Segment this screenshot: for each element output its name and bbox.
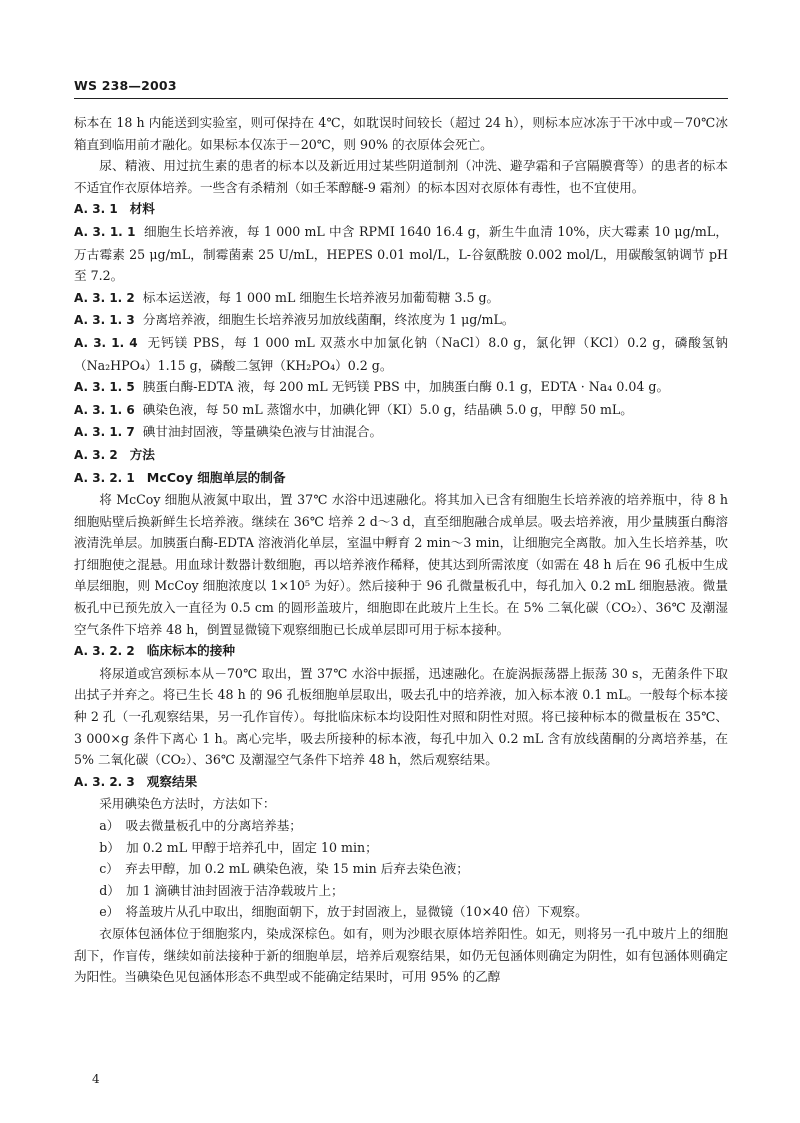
subsection-heading bbox=[74, 640, 728, 663]
clause-number: A. 3. 1. 2 bbox=[74, 290, 135, 305]
paragraph: 标本在 18 h 内能送到实验室，则可保持在 4℃，如耽误时间较长（超过 24 h），则标本应冰冻于干冰中或－70℃冰箱直到临用前才融化。如果标本仅冻于－20℃，则 90% 的衣原体会死亡。 bbox=[74, 115, 728, 152]
clause bbox=[74, 287, 728, 310]
subsection-title: McCoy 细胞单层的制备 bbox=[146, 469, 286, 485]
clause bbox=[74, 376, 728, 399]
subsection-number: A. 3. 2. 3 bbox=[74, 774, 135, 789]
section-heading bbox=[74, 444, 728, 467]
clause-text: 分离培养液，细胞生长培养液另加放线菌酮，终浓度为 1 μg/mL。 bbox=[142, 312, 515, 328]
section-title: 方法 bbox=[129, 446, 155, 462]
clause-number: A. 3. 1. 3 bbox=[74, 313, 135, 328]
clause bbox=[74, 309, 728, 332]
list-item: e） 将盖玻片从孔中取出，细胞面朝下，放于封固液上，显微镜（10×40 倍）下观察。 bbox=[99, 904, 588, 920]
list-item: c） 弃去甲醇，加 0.2 mL 碘染色液，染 15 min 后弃去染色液； bbox=[99, 861, 469, 877]
subsection-number: A. 3. 2. 1 bbox=[74, 470, 135, 485]
section-title: 材料 bbox=[129, 201, 155, 217]
section-heading bbox=[74, 198, 728, 221]
clause-text: 碘染色液，每 50 mL 蒸馏水中，加碘化钾（KI）5.0 g，结晶碘 5.0 g，甲醇 50 mL。 bbox=[142, 401, 633, 417]
header-rule bbox=[74, 98, 728, 99]
clause-text: 细胞生长培养液，每 1 000 mL 中含 RPMI 1640 16.4 g，新生牛血清 10%，庆大霉素 10 μg/mL，万古霉素 25 μg/mL，制霉菌素 25 U/mL，HEPES 0.01 mol/L，L-谷氨酰胺 0.002 mol/L，用碳酸氢钠调节 pH 至 7.2。 bbox=[74, 223, 728, 284]
clause-text: 胰蛋白酶-EDTA 液，每 200 mL 无钙镁 PBS 中，加胰蛋白酶 0.1 g，EDTA · Na₄ 0.04 g。 bbox=[142, 379, 670, 395]
clause-text: 碘甘油封固液，等量碘染色液与甘油混合。 bbox=[142, 424, 383, 440]
standard-number: WS 238—2003 bbox=[74, 78, 177, 93]
clause-number: A. 3. 1. 1 bbox=[74, 224, 136, 239]
clause bbox=[74, 421, 728, 444]
clause-text: 无钙镁 PBS，每 1 000 mL 双蒸水中加氯化钠（NaCl）8.0 g，氯化钾（KCl）0.2 g，磷酸氢钠（Na₂HPO₄）1.15 g，磷酸二氢钾（KH₂PO₄）0.2 g。 bbox=[74, 334, 728, 373]
list-item: b） 加 0.2 mL 甲醇于培养孔中，固定 10 min； bbox=[99, 839, 378, 855]
subsection-title: 临床标本的接种 bbox=[146, 643, 235, 659]
subsection-number: A. 3. 2. 2 bbox=[74, 644, 135, 659]
subsection-heading bbox=[74, 467, 728, 490]
list-item: d） 加 1 滴碘甘油封固液于洁净载玻片上； bbox=[99, 882, 344, 898]
paragraph: 衣原体包涵体位于细胞浆内，染成深棕色。如有，则为沙眼衣原体培养阳性。如无，则将另一孔中玻片上的细胞刮下，作盲传，继续如前法接种于新的细胞单层，培养后观察结果，如仍无包涵体则确定为阴性，如有包涵体则确定为阳性。当碘染色见包涵体形态不典型或不能确定结果时，可用 95% 的乙醇 bbox=[74, 925, 728, 985]
page-number: 4 bbox=[92, 1072, 100, 1086]
section-number: A. 3. 1 bbox=[74, 202, 118, 217]
paragraph: 将尿道或宫颈标本从－70℃ 取出，置 37℃ 水浴中振摇，迅速融化。在旋涡振荡器上振荡 30 s，无菌条件下取出拭子并弃之。将已生长 48 h 的 96 孔板细胞单层取出，吸去孔中的培养液，加入标本液 0.1 mL。一般每个标本接种 2 孔（一孔观察结果，另一孔作盲传）。每批临床标本均设阳性对照和阴性对照。将已接种标本的微量板在 35℃、3 000×g 条件下离心 1 h。离心完毕，吸去所接种的标本液，每孔中加入 0.2 mL 含有放线菌酮的分离培养基，在 5% 二氧化碳（CO₂）、36℃ 及潮湿空气条件下培养 48 h，然后观察结果。 bbox=[74, 665, 728, 768]
clause-number: A. 3. 1. 7 bbox=[74, 425, 135, 440]
document-body bbox=[74, 112, 728, 988]
clause bbox=[74, 221, 728, 287]
clause bbox=[74, 399, 728, 422]
paragraph: 尿、精液、用过抗生素的患者的标本以及新近用过某些阴道制剂（冲洗、避孕霜和子宫隔膜膏等）的患者的标本不适宜作衣原体培养。一些含有杀精剂（如壬苯醇醚-9 霜剂）的标本因对衣原体有毒性，也不宜使用。 bbox=[74, 158, 728, 195]
clause-text: 标本运送液，每 1 000 mL 细胞生长培养液另加葡萄糖 3.5 g。 bbox=[142, 289, 500, 305]
list-item: a） 吸去微量板孔中的分离培养基； bbox=[99, 818, 302, 833]
subsection-title: 观察结果 bbox=[146, 773, 198, 789]
clause-number: A. 3. 1. 4 bbox=[74, 335, 138, 350]
section-number: A. 3. 2 bbox=[74, 447, 118, 462]
clause-number: A. 3. 1. 6 bbox=[74, 402, 135, 417]
paragraph: 采用碘染色方法时，方法如下： bbox=[99, 796, 276, 812]
subsection-heading bbox=[74, 771, 728, 794]
clause-number: A. 3. 1. 5 bbox=[74, 380, 135, 395]
clause bbox=[74, 332, 728, 376]
paragraph: 将 McCoy 细胞从液氮中取出，置 37℃ 水浴中迅速融化。将其加入已含有细胞生长培养液的培养瓶中，待 8 h 细胞贴壁后换新鲜生长培养液。继续在 36℃ 培养 2 d～3 d，直至细胞融合成单层。吸去培养液，用少量胰蛋白酶溶液清洗单层。加胰蛋白酶-EDTA 溶液消化单层，室温中孵育 2 min～3 min，让细胞完全离散。加入生长培养基，吹打细胞使之混悬。用血球计数器计数细胞，再以培养液作稀释，使其达到所需浓度（如需在 48 h 后在 96 孔板中生成单层细胞，则 McCoy 细胞浓度以 1×10⁵ 为好）。然后接种于 96 孔微量板孔中，每孔加入 0.2 mL 细胞悬液。微量板孔中已预先放入一直径为 0.5 cm 的圆形盖玻片，细胞即在此玻片上生长。在 5% 二氧化碳（CO₂）、36℃ 及潮湿空气条件下培养 48 h，倒置显微镜下观察细胞已长成单层即可用于标本接种。 bbox=[74, 492, 728, 637]
